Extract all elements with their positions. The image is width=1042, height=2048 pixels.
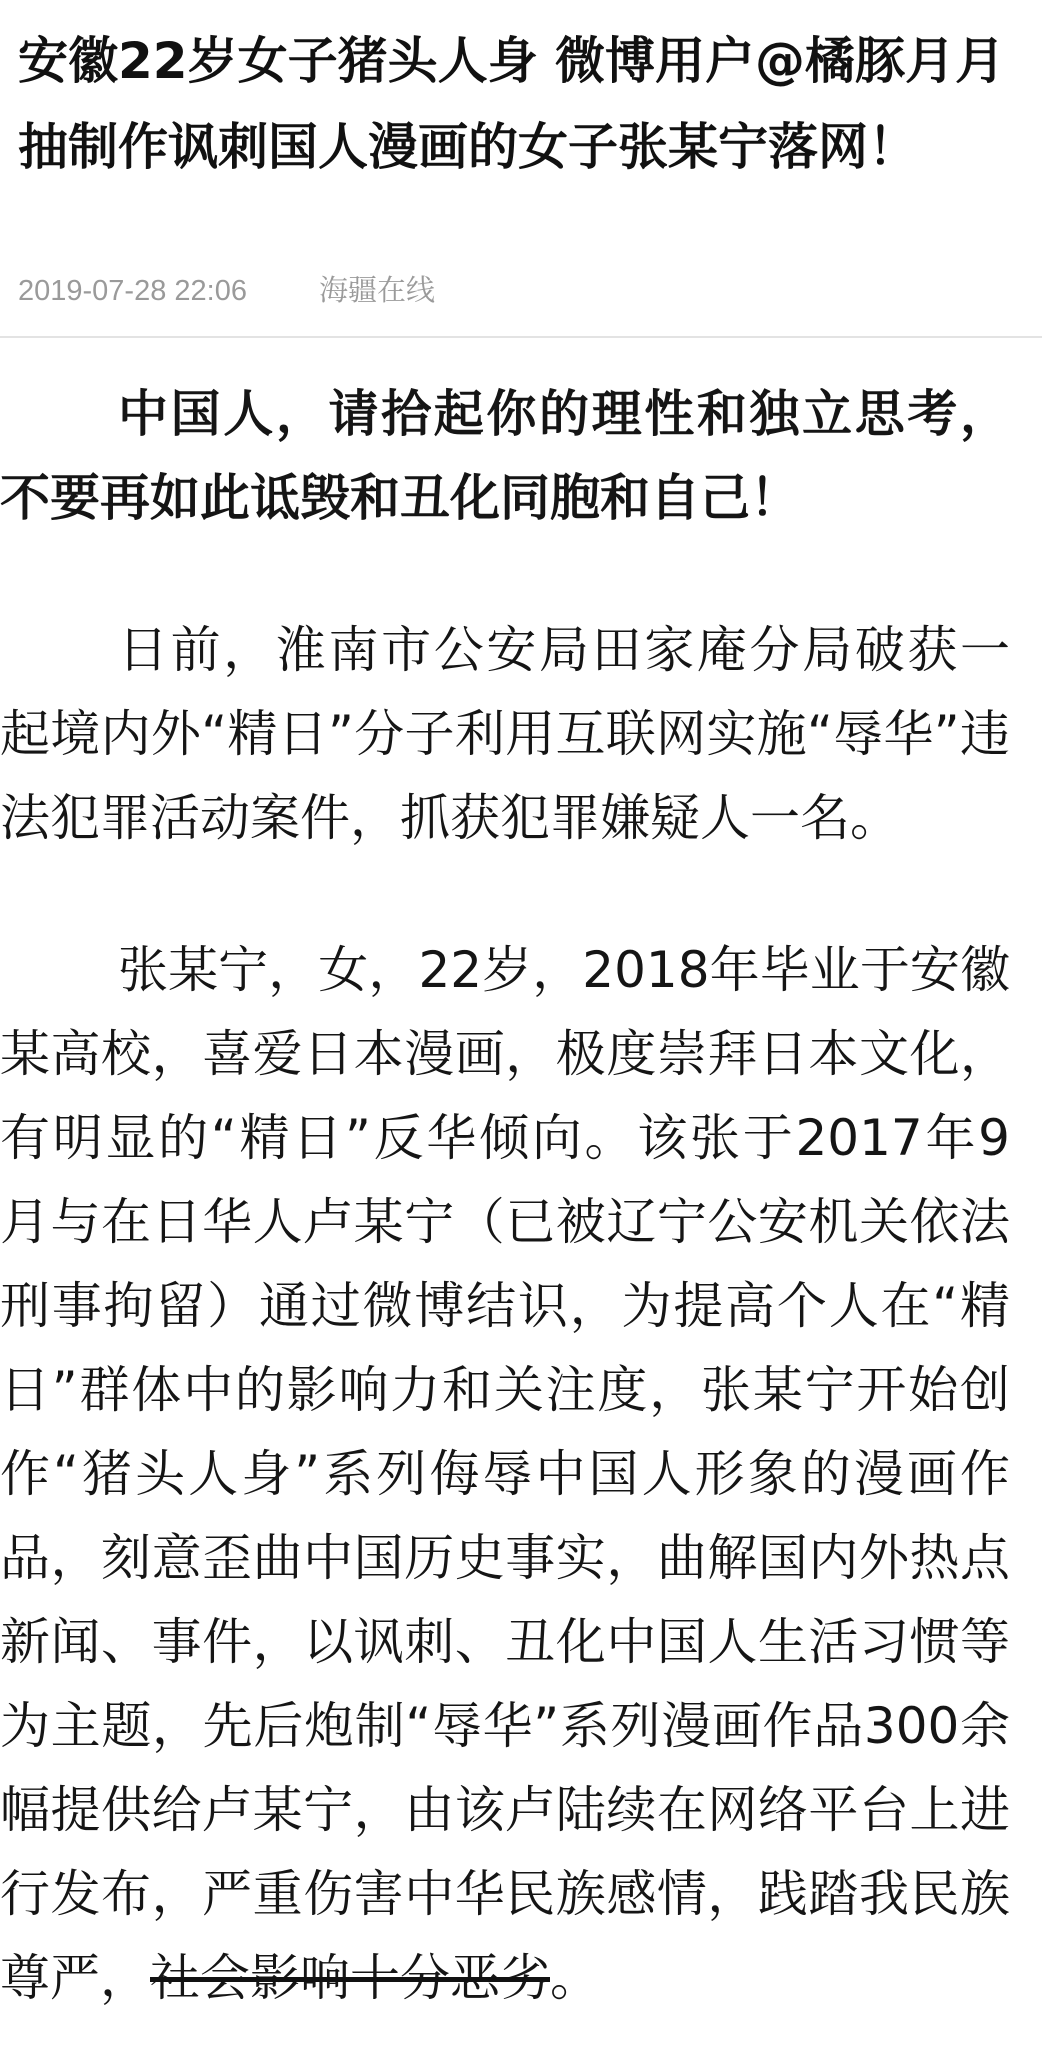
- article-body: [0, 372, 1010, 2020]
- article-header: [0, 0, 1042, 340]
- source-link[interactable]: 海疆在线: [319, 275, 436, 307]
- article-title: 安徽22岁女子猪头人身 微博用户@橘豚月月抽制作讽刺国人漫画的女子张某宁落网！: [18, 32, 1005, 176]
- detail-end-punctuation: 。: [550, 1949, 600, 2007]
- struck-through-text: 社会影响十分恶劣: [150, 1949, 550, 2007]
- header-divider: [0, 336, 1042, 338]
- intro-paragraph: 日前，淮南市公安局田家庵分局破获一起境内外“精日”分子利用互联网实施“辱华”违法犯罪活动案件，抓获犯罪嫌疑人一名。: [0, 621, 1010, 847]
- detail-paragraph: [0, 928, 1010, 2020]
- detail-text: 张某宁，女，22岁，2018年毕业于安徽某高校，喜爱日本漫画，极度崇拜日本文化，有明显的“精日”反华倾向。该张于2017年9月与在日华人卢某宁（已被辽宁公安机关依法刑事拘留）通过微博结识，为提高个人在“精日”群体中的影响力和关注度，张某宁开始创作“猪头人身”系列侮辱中国人形象的漫画作品，刻意歪曲中国历史事实，曲解国内外热点新闻、事件，以讽刺、丑化中国人生活习惯等为主题，先后炮制“辱华”系列漫画作品300余幅提供给卢某宁，由该卢陆续在网络平台上进行发布，严重伤害中华民族感情，践踏我民族尊严，: [0, 941, 1010, 2007]
- article-meta: [18, 266, 435, 316]
- lead-paragraph: 中国人，请拾起你的理性和独立思考，不要再如此诋毁和丑化同胞和自己！: [0, 385, 1010, 527]
- publish-date: 2019-07-28 22:06: [18, 275, 247, 307]
